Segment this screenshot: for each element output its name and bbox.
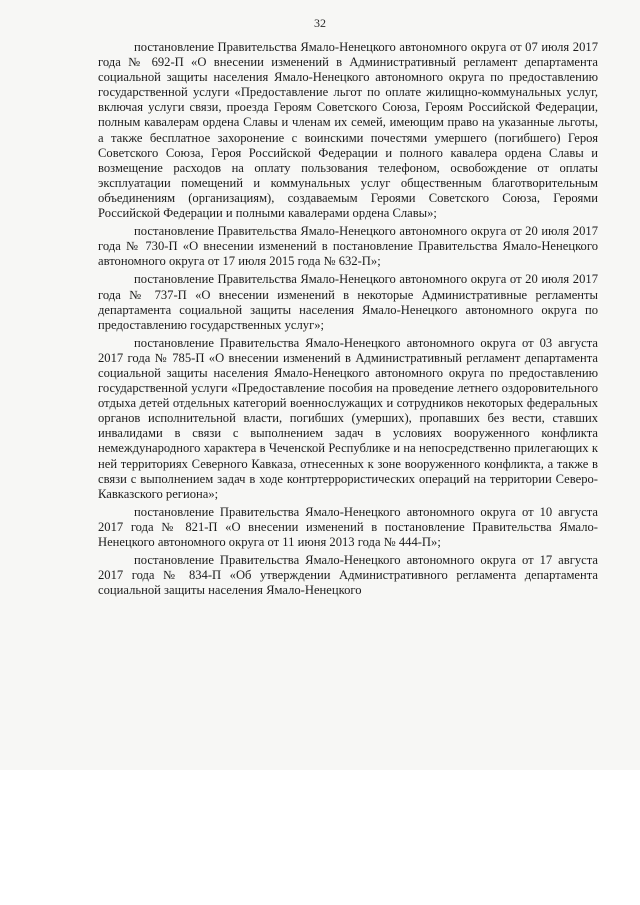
paragraph-737-p: постановление Правительства Ямало-Ненецкого автономного округа от 20 июля 2017 года № 737-П «О внесении изменений в некоторые Административные регламенты департамента социальной защиты населения Ямало-Ненецкого автономного округа по предоставлению государственных услуг»; bbox=[98, 272, 598, 332]
page-number: 32 bbox=[314, 16, 326, 30]
paragraph-692-p: постановление Правительства Ямало-Ненецкого автономного округа от 07 июля 2017 года № 692-П «О внесении изменений в Административный регламент департамента социальной защиты населения Ямало-Ненецкого автономного округа по предоставлению государственной услуги «Предоставление льгот по оплате жилищно-коммунальных услуг, включая услуги связи, проезда Героям Советского Союза, Героям Российской Федерации, полным кавалерам ордена Славы и членам их семей, имеющим право на указанные льготы, а также бесплатное захоронение с воинскими почестями умершего (погибшего) Героя Советского Союза, Героя Российской Федерации и полного кавалера ордена Славы и возмещение расходов на оплату пользования телефоном, освобождение от оплаты эксплуатации помещений и коммунальных услуг общественным благотворительным объединениям (организациям), создаваемым Героями Советского Союза, Героями Российской Федерации и полными кавалерами ордена Славы»; bbox=[98, 40, 598, 221]
paragraph-730-p: постановление Правительства Ямало-Ненецкого автономного округа от 20 июля 2017 года № 730-П «О внесении изменений в постановление Правительства Ямало-Ненецкого автономного округа от 17 июля 2015 года № 632-П»; bbox=[98, 224, 598, 269]
document-body bbox=[98, 40, 598, 601]
paragraph-785-p: постановление Правительства Ямало-Ненецкого автономного округа от 03 августа 2017 года № 785-П «О внесении изменений в Административный регламент департамента социальной защиты населения Ямало-Ненецкого автономного округа по предоставлению государственной услуги «Предоставление пособия на проведение летнего оздоровительного отдыха детей отдельных категорий военнослужащих и сотрудников некоторых федеральных органов исполнительной власти, погибших (умерших), пропавших без вести, ставших инвалидами в связи с выполнением задач в условиях вооруженного конфликта немеждународного характера в Чеченской Республике и на непосредственно прилегающих к ней территориях Северного Кавказа, отнесенных к зоне вооруженного конфликта, а также в связи с выполнением задач в ходе контртеррористических операций на территории Северо-Кавказского региона»; bbox=[98, 335, 598, 501]
paragraph-821-p: постановление Правительства Ямало-Ненецкого автономного округа от 10 августа 2017 года № 821-П «О внесении изменений в постановление Правительства Ямало-Ненецкого автономного округа от 11 июня 2013 года № 444-П»; bbox=[98, 504, 598, 549]
paragraph-834-p: постановление Правительства Ямало-Ненецкого автономного округа от 17 августа 2017 года № 834-П «Об утверждении Административного регламента департамента социальной защиты населения Ямало-Ненецкого bbox=[98, 553, 598, 598]
